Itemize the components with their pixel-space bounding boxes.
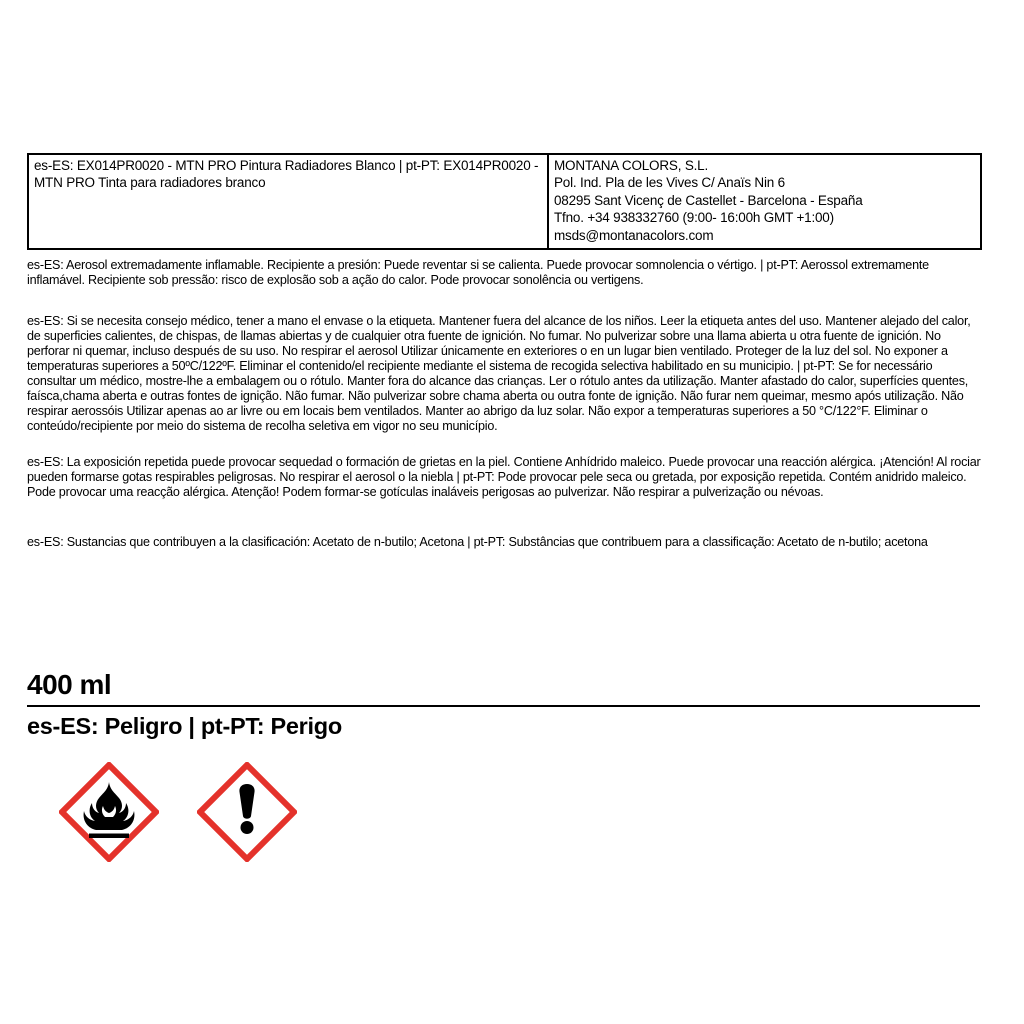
- ghs-flame-pictogram-icon: [59, 762, 159, 862]
- company-address-line2: 08295 Sant Vicenç de Castellet - Barcelona - España: [554, 192, 863, 208]
- company-email: msds@montanacolors.com: [554, 227, 714, 243]
- precautionary-statements-paragraph: es-ES: Si se necesita consejo médico, tener a mano el envase o la etiqueta. Mantener fuera del alcance de los niños. Leer la etiqueta antes del uso. Mantener alejado del calor, de superficies calientes, de chispas, de llamas abiertas y de cualquier otra fuente de ignición. No fumar. No pulverizar sobre una llama abierta u otra fuente de ignición. No perforar ni quemar, incluso después de su uso. No respirar el aerosol Utilizar únicamente en exteriores o en un lugar bien ventilado. Proteger de la luz del sol. No exponer a temperaturas superiores a 50ºC/122ºF. Eliminar el contenido/el recipiente mediante el sistema de recogida selectiva habilitado en su municipio. | pt-PT: Se for necessário consultar um médico, mostre-lhe a embalagem ou o rótulo. Manter fora do alcance das crianças. Ler o rótulo antes da utilização. Manter afastado do calor, superfícies quentes, faísca,chama aberta e outras fontes de ignição. Não fumar. Não pulverizar sobre chama aberta ou outra fonte de ignição. Não furar nem queimar, mesmo após utilização. Não respirar aerossóis Utilizar apenas ao ar livre ou em locais bem ventilados. Manter ao abrigo da luz solar. Não expor a temperaturas superiores a 50 °C/122°F. Eliminar o conteúdo/recipiente por meio do sistema de recolha seletiva em vigor no seu município.: [27, 314, 971, 433]
- signal-word: es-ES: Peligro | pt-PT: Perigo: [27, 713, 342, 739]
- table-row: [28, 154, 981, 249]
- company-phone: Tfno. +34 938332760 (9:00- 16:00h GMT +1:00): [554, 210, 834, 226]
- company-info-cell: [548, 154, 981, 249]
- ghs-exclamation-pictogram-icon: [197, 762, 297, 862]
- company-address-line1: Pol. Ind. Pla de les Vives C/ Anaïs Nin 6: [554, 175, 785, 191]
- product-info-table: [27, 153, 982, 250]
- flame-baseline-bar: [89, 834, 129, 839]
- company-name: MONTANA COLORS, S.L.: [554, 158, 709, 173]
- product-name-cell: es-ES: EX014PR0020 - MTN PRO Pintura Radiadores Blanco | pt-PT: EX014PR0020 - MTN PRO Tinta para radiadores branco: [28, 154, 548, 249]
- hazard-statements-paragraph: es-ES: Aerosol extremadamente inflamable. Recipiente a presión: Puede reventar si se calienta. Puede provocar somnolencia o vértigo. | pt-PT: Aerossol extremamente inflamável. Recipiente sob pressão: risco de explosão sob a ação do calor. Pode provocar sonolência ou vertigens.: [27, 258, 929, 287]
- supplemental-statements-paragraph: es-ES: La exposición repetida puede provocar sequedad o formación de grietas en la piel. Contiene Anhídrido maleico. Puede provocar una reacción alérgica. ¡Atención! Al rociar pueden formarse gotas respirables peligrosas. No respirar el aerosol o la niebla | pt-PT: Pode provocar pele seca ou gretada, por exposição repetida. Contém anidrido maleico. Pode provocar uma reacção alérgica. Atenção! Podem formar-se gotículas inaláveis perigosas ao pulverizar. Não respirar a pulverização ou névoas.: [27, 455, 981, 499]
- divider-line: [27, 705, 980, 707]
- exclamation-dot: [241, 821, 254, 834]
- classification-substances-paragraph: es-ES: Sustancias que contribuyen a la clasificación: Acetato de n-butilo; Acetona | pt-PT: Substâncias que contribuem para a classificação: Acetato de n-butilo; acetona: [27, 535, 928, 549]
- volume-text: 400 ml: [27, 669, 112, 700]
